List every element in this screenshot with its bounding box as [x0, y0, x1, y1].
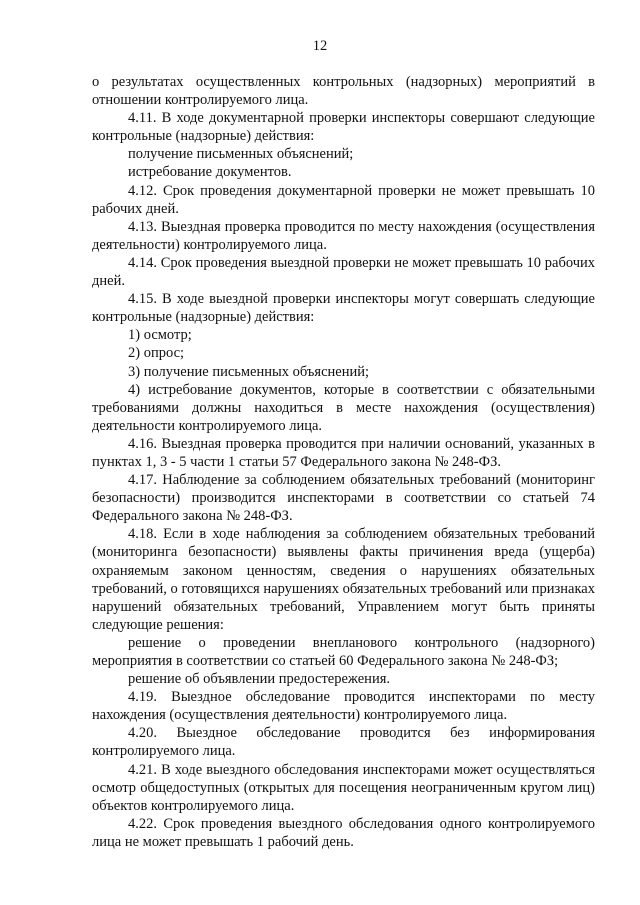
paragraph-4-17: 4.17. Наблюдение за соблюдением обязательных требований (мониторинг безопасности) производится инспекторами в соответствии со статьей 74 Федерального закона № 248-ФЗ. — [92, 472, 595, 525]
list-item-explanations: 3) получение письменных объяснений; — [128, 363, 370, 380]
paragraph-4-19: 4.19. Выездное обследование проводится инспекторами по месту нахождения (осуществления деятельности) контролируемого лица. — [92, 689, 595, 724]
list-item-inspection: 1) осмотр; — [128, 327, 192, 344]
list-item-written-explanations: получение письменных объяснений; — [128, 146, 354, 163]
paragraph-4-18: 4.18. Если в ходе наблюдения за соблюдением обязательных требований (мониторинга безопасности) выявлены факты причинения вреда (ущерба) охраняемым законом ценностям, сведения о нарушениях обязательных требований, о готовящихся нарушениях обязательных требований или признаках нарушений обязательных требований, Управлением могут быть приняты следующие решения: — [92, 526, 595, 633]
list-item-warning: решение об объявлении предостережения. — [128, 671, 390, 688]
paragraph-4-22: 4.22. Срок проведения выездного обследования одного контролируемого лица не может превышать 1 рабочий день. — [92, 815, 595, 850]
paragraph-4-14: 4.14. Срок проведения выездной проверки не может превышать 10 рабочих дней. — [92, 254, 595, 290]
paragraph-4-15: 4.15. В ходе выездной проверки инспекторы могут совершать следующие контрольные (надзорные) действия: — [92, 291, 595, 326]
paragraph-continuation: о результатах осуществленных контрольных (надзорных) мероприятий в отношении контролируемого лица. — [92, 74, 595, 109]
list-item-unscheduled-event: решение о проведении внепланового контрольного (надзорного) мероприятия в соответствии со статьей 60 Федерального закона № 248-ФЗ; — [92, 634, 595, 669]
paragraph-4-12: 4.12. Срок проведения документарной проверки не может превышать 10 рабочих дней. — [92, 182, 595, 217]
page-number: 12 — [312, 38, 328, 54]
paragraph-4-11: 4.11. В ходе документарной проверки инспекторы совершают следующие контрольные (надзорные) действия: — [92, 110, 595, 145]
list-item-survey: 2) опрос; — [128, 345, 185, 362]
paragraph-4-13: 4.13. Выездная проверка проводится по месту нахождения (осуществления деятельности) контролируемого лица. — [92, 218, 595, 253]
paragraph-4-20: 4.20. Выездное обследование проводится без информирования контролируемого лица. — [92, 725, 595, 760]
paragraph-4-16: 4.16. Выездная проверка проводится при наличии оснований, указанных в пунктах 1, 3 - 5 части 1 статьи 57 Федерального закона № 248-ФЗ. — [92, 435, 595, 470]
list-item-document-request: истребование документов. — [128, 164, 292, 181]
paragraph-4-21: 4.21. В ходе выездного обследования инспекторами может осуществляться осмотр общедоступных (открытых для посещения неограниченным кругом лиц) объектов контролируемого лица. — [92, 761, 595, 814]
list-item-documents: 4) истребование документов, которые в соответствии с обязательными требованиями должны находиться в месте нахождения (осуществления) деятельности контролируемого лица. — [92, 381, 595, 434]
document-body — [92, 73, 595, 851]
